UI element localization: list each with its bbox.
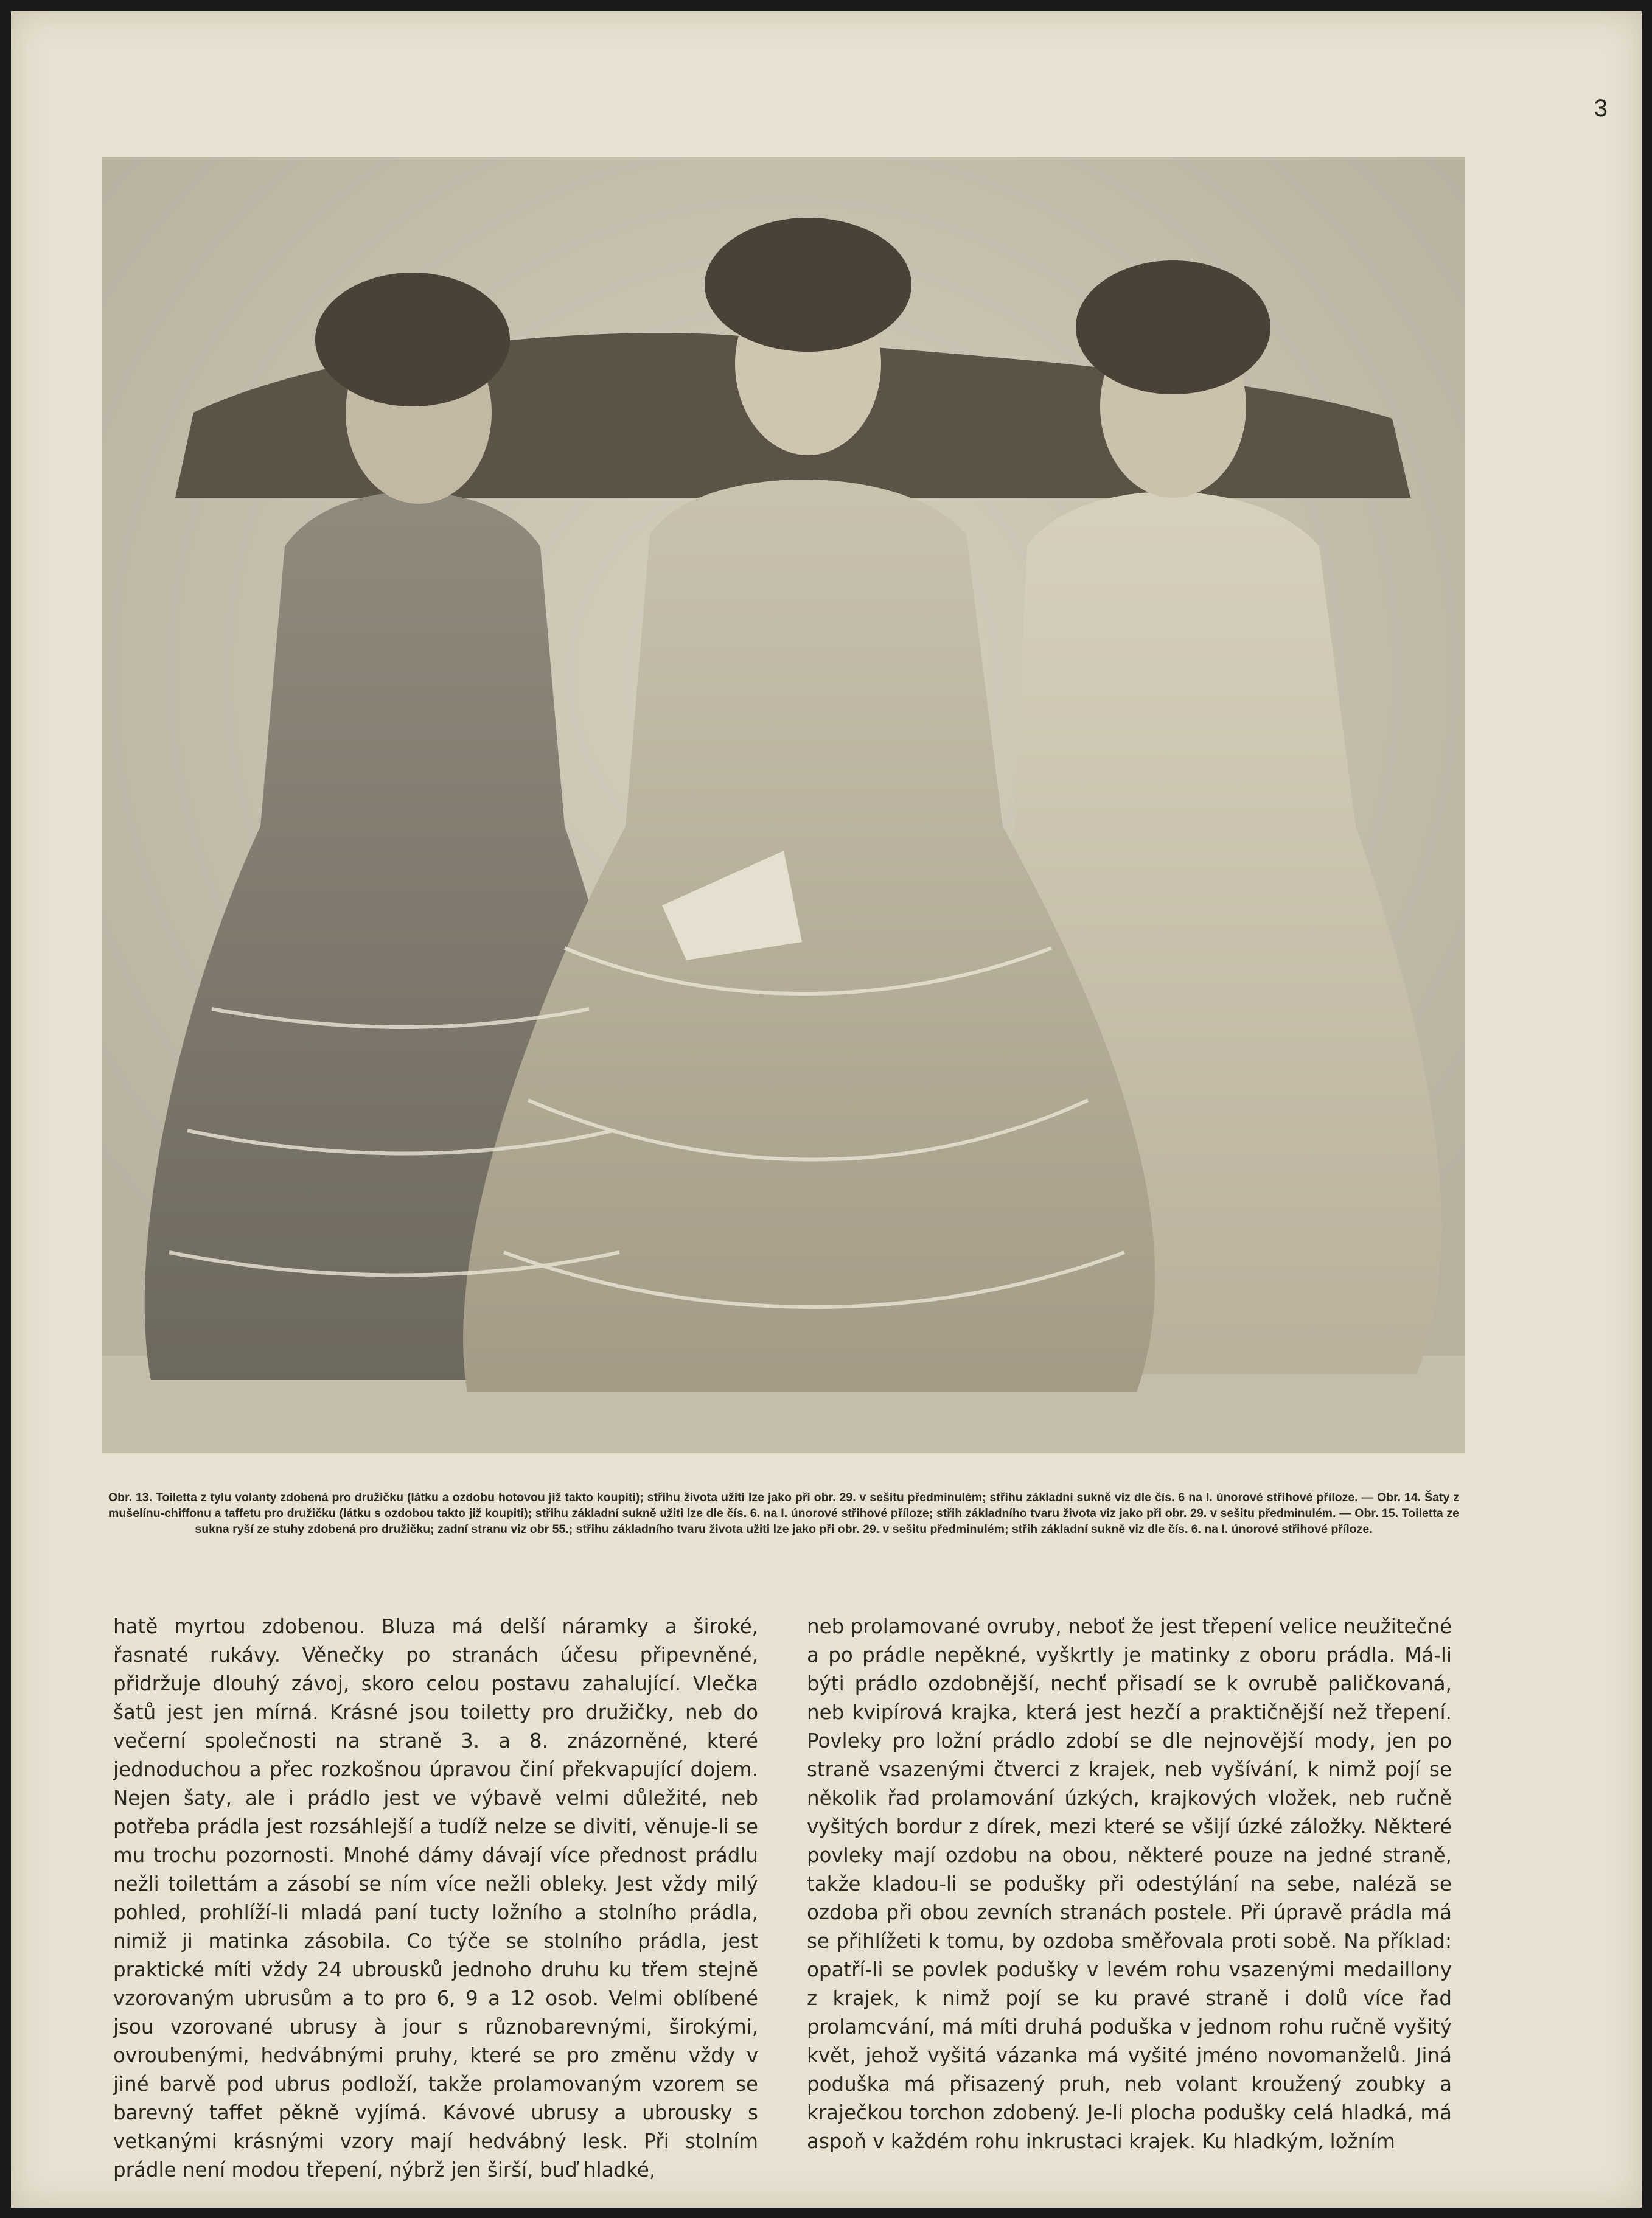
page	[11, 11, 1642, 2208]
fashion-illustration	[102, 157, 1465, 1453]
body-text	[113, 1613, 1452, 2185]
text-column-left	[113, 1613, 758, 2185]
figure-caption: Obr. 13. Toiletta z tylu volanty zdobená pro družičku (látku a ozdobu hotovou již takto koupiti); střihu života užiti lze jako při obr. 29. v sešitu předminulém; střihu základní sukně viz dle čís. 6 na I. únorové střihové příloze. — Obr. 14. Šaty z mušelínu-chiffonu a taffetu pro družičku (látku s ozdobou takto již koupiti); střihu základní sukně užiti lze dle čís. 6. na I. únorové střihové příloze; střih základního tvaru života viz jako při obr. 29. v sešitu předminulém. — Obr. 15. Toiletta ze sukna ryší ze stuhy zdobená pro družičku; zadní stranu viz obr 55.; střihu základního tvaru života užiti lze jako při obr. 29. v sešitu předminulém; střih základní sukně viz dle čís. 6. na I. únorové střihové příloze.	[108, 1491, 1459, 1536]
page-number: 3	[1594, 95, 1608, 122]
text-column-right	[807, 1613, 1452, 2185]
paragraph-right: neb prolamované ovruby, neboť že jest třepení velice neužitečné a po prádle nepěkné, vyškrtly je matinky z oboru prádla. Má-li býti prádlo ozdobnější, nechť přisadí se k ovrubě paličkovaná, neb kvipírová krajka, která jest hezčí a praktičnější než třepení. Povleky pro ložní prádlo zdobí se dle nejnovější mody, jen po straně vsazenými čtverci z krajek, neb vyšívání, k nimž pojí se několik řad prolamování úzkých, krajkových vložek, neb ručně vyšitých bordur z dírek, mezi které se všijí úzké záložky. Některé povleky mají ozdobu na obou, některé pouze na jedné straně, takže kladou-li se podušky při odestýlání na sebe, naléză se ozdoba při obou zevních stranách postele. Při úpravě prádla má se přihlížeti k tomu, by ozdoba směřovala proti sobě. Na příklad: opatří-li se povlek podušky v levém rohu vsazenými medaillony z krajek, k nimž pojí se ku pravé straně i dolů více řad prolamcvání, má míti druhá poduška v jednom rohu ručně vyšitý květ, jehož vyšitá vázanka má vyšité jméno novomanželů. Jiná poduška má přisazený pruh, neb volant kroužený zoubky a kraječkou torchon zdobený. Je-li plocha podušky celá hladká, má aspoň v každém rohu inkrustaci krajek. Ku hladkým, ložním	[807, 1615, 1452, 2153]
paragraph-left: hatě myrtou zdobenou. Bluza má delší náramky a široké, řasnaté rukávy. Věnečky po stranách účesu připevněné, přidržuje dlouhý závoj, skoro celou postavu zahalující. Vlečka šatů jest jen mírná. Krásné jsou toiletty pro družičky, neb do večerní společnosti na straně 3. a 8. znázorněné, které jednoduchou a přec rozkošnou úpravou činí překvapující dojem. Nejen šaty, ale i prádlo jest ve výbavě velmi důležité, neb potřeba prádla jest rozsáhlejší a tudíž nelze se diviti, věnuje-li se mu trochu pozornosti. Mnohé dámy dávají více přednost prádlu nežli toilettám a zásobí se ním více nežli obleky. Jest vždy milý pohled, prohlíží-li mladá paní tucty ložního a stolního prádla, nimiž ji matinka zásobila. Co týče se stolního prádla, jest praktické míti vždy 24 ubrousků jednoho druhu ku třem stejně vzorovaným ubrusům a to pro 6, 9 a 12 osob. Velmi oblíbené jsou vzorované ubrusy à jour s různobarevnými, širokými, ovroubenými, hedvábnými pruhy, které se pro změnu vždy v jiné barvě pod ubrus podloží, takže prolamovaným vzorem se barevný taffet pěkně vyjímá. Kávové ubrusy a ubrousky s vetkanými krásnými vzory mají hedvábný lesk. Při stolním prádle není modou třepení, nýbrž jen širší, buď hladké,	[113, 1615, 758, 2181]
